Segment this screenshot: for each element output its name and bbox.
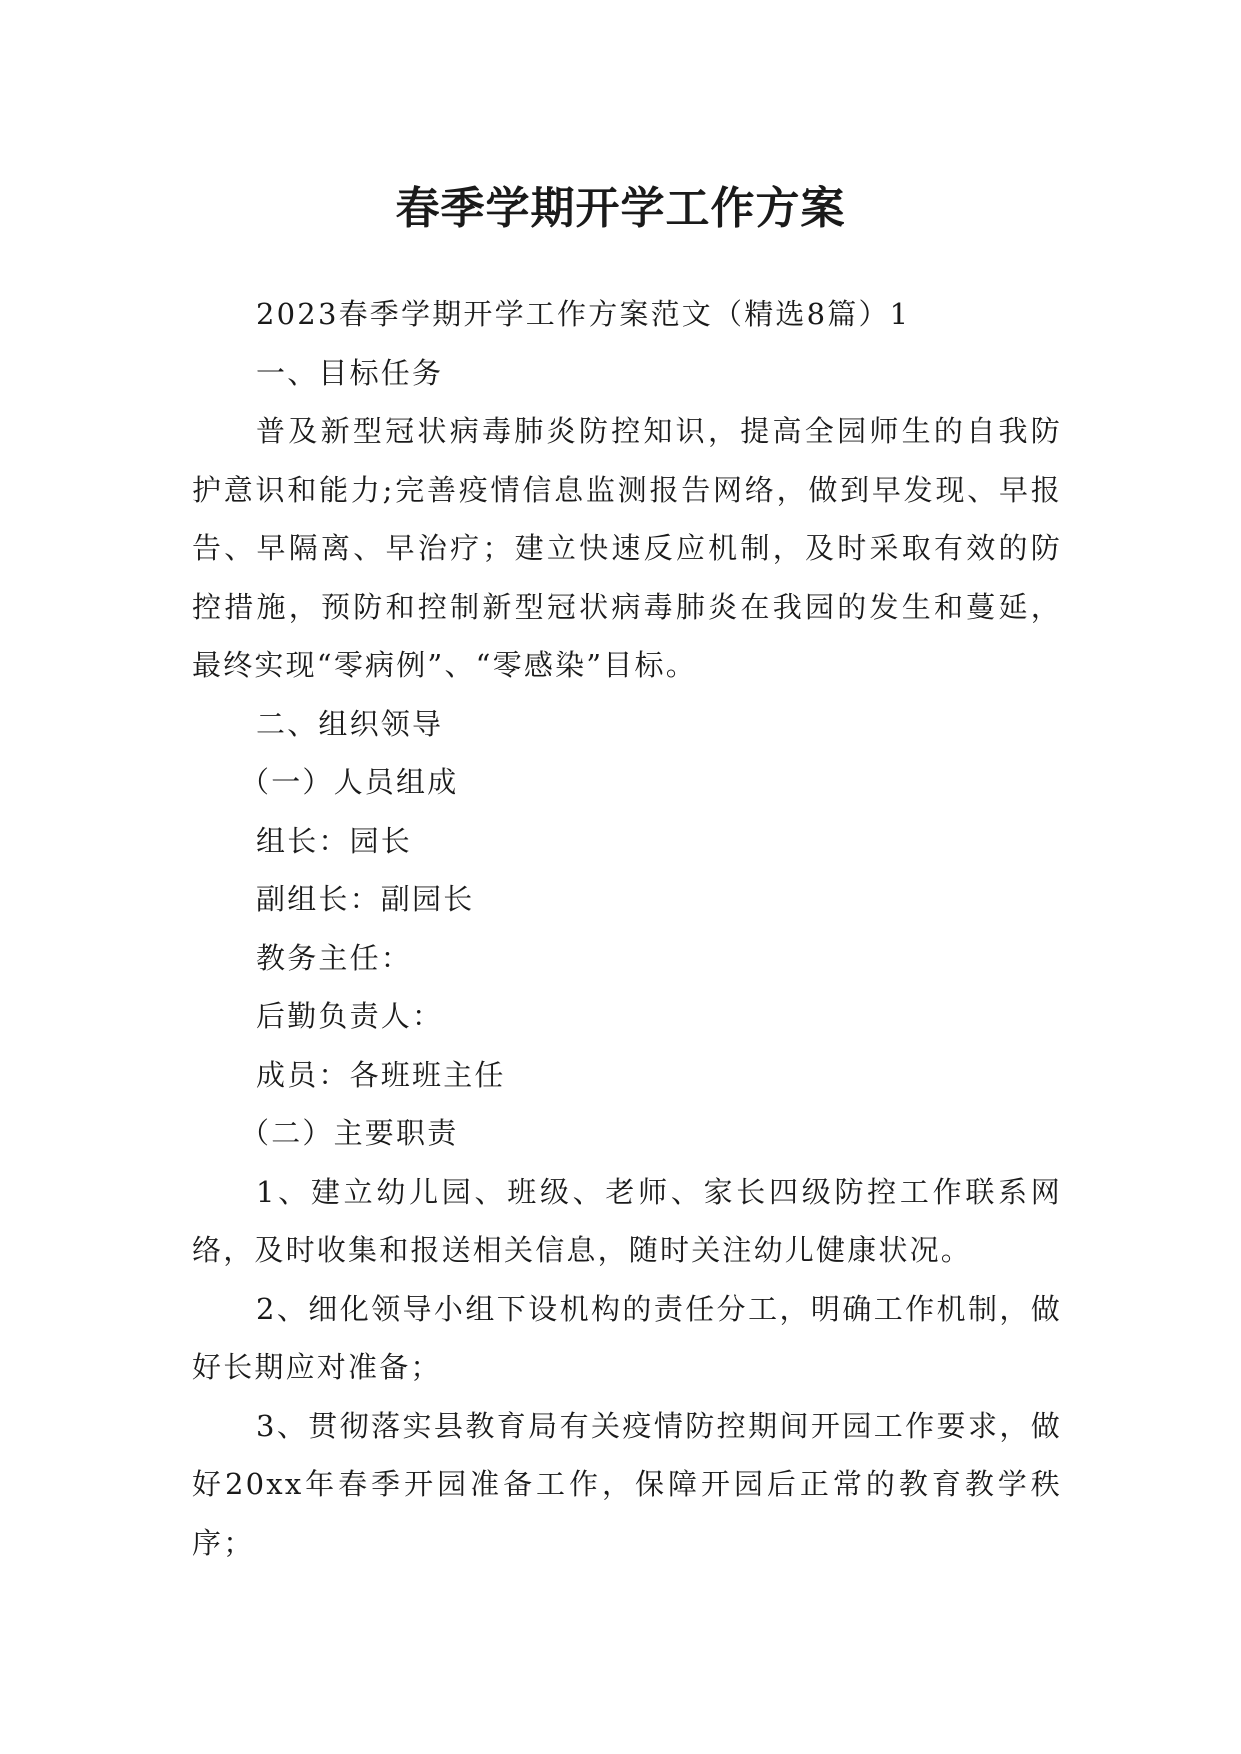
paragraph: 2023春季学期开学工作方案范文（精选8篇）1 <box>256 297 911 331</box>
document-title: 春季学期开学工作方案 <box>395 183 846 235</box>
paragraph: 成员：各班班主任 <box>256 1057 506 1092</box>
paragraph: 普及新型冠状病毒肺炎防控知识，提高全园师生的自我防护意识和能力;完善疫情信息监测报告网络，做到早发现、早报告、早隔离、早治疗；建立快速反应机制，及时采取有效的防控措施，预防和控制新型冠状病毒肺炎在我园的发生和蔓延，最终实现“零病例”、“零感染”目标。 <box>192 414 1062 682</box>
paragraph: 后勤负责人： <box>256 999 444 1033</box>
subsection-heading: （二）主要职责 <box>240 1116 459 1150</box>
section-heading: 一、目标任务 <box>256 355 444 390</box>
paragraph: 教务主任： <box>256 940 413 975</box>
paragraph: 3、贯彻落实县教育局有关疫情防控期间开园工作要求，做好20xx年春季开园准备工作，保障开园后正常的教育教学秩序； <box>192 1408 1062 1560</box>
section-heading: 二、组织领导 <box>256 706 444 741</box>
document-body <box>192 285 1062 1572</box>
paragraph: 组长：园长 <box>256 823 413 858</box>
paragraph: 副组长：副园长 <box>256 882 475 916</box>
subsection-heading: （一）人员组成 <box>240 765 459 799</box>
paragraph: 1、建立幼儿园、班级、老师、家长四级防控工作联系网络，及时收集和报送相关信息，随时关注幼儿健康状况。 <box>192 1174 1062 1267</box>
paragraph: 2、细化领导小组下设机构的责任分工，明确工作机制，做好长期应对准备； <box>192 1291 1062 1384</box>
